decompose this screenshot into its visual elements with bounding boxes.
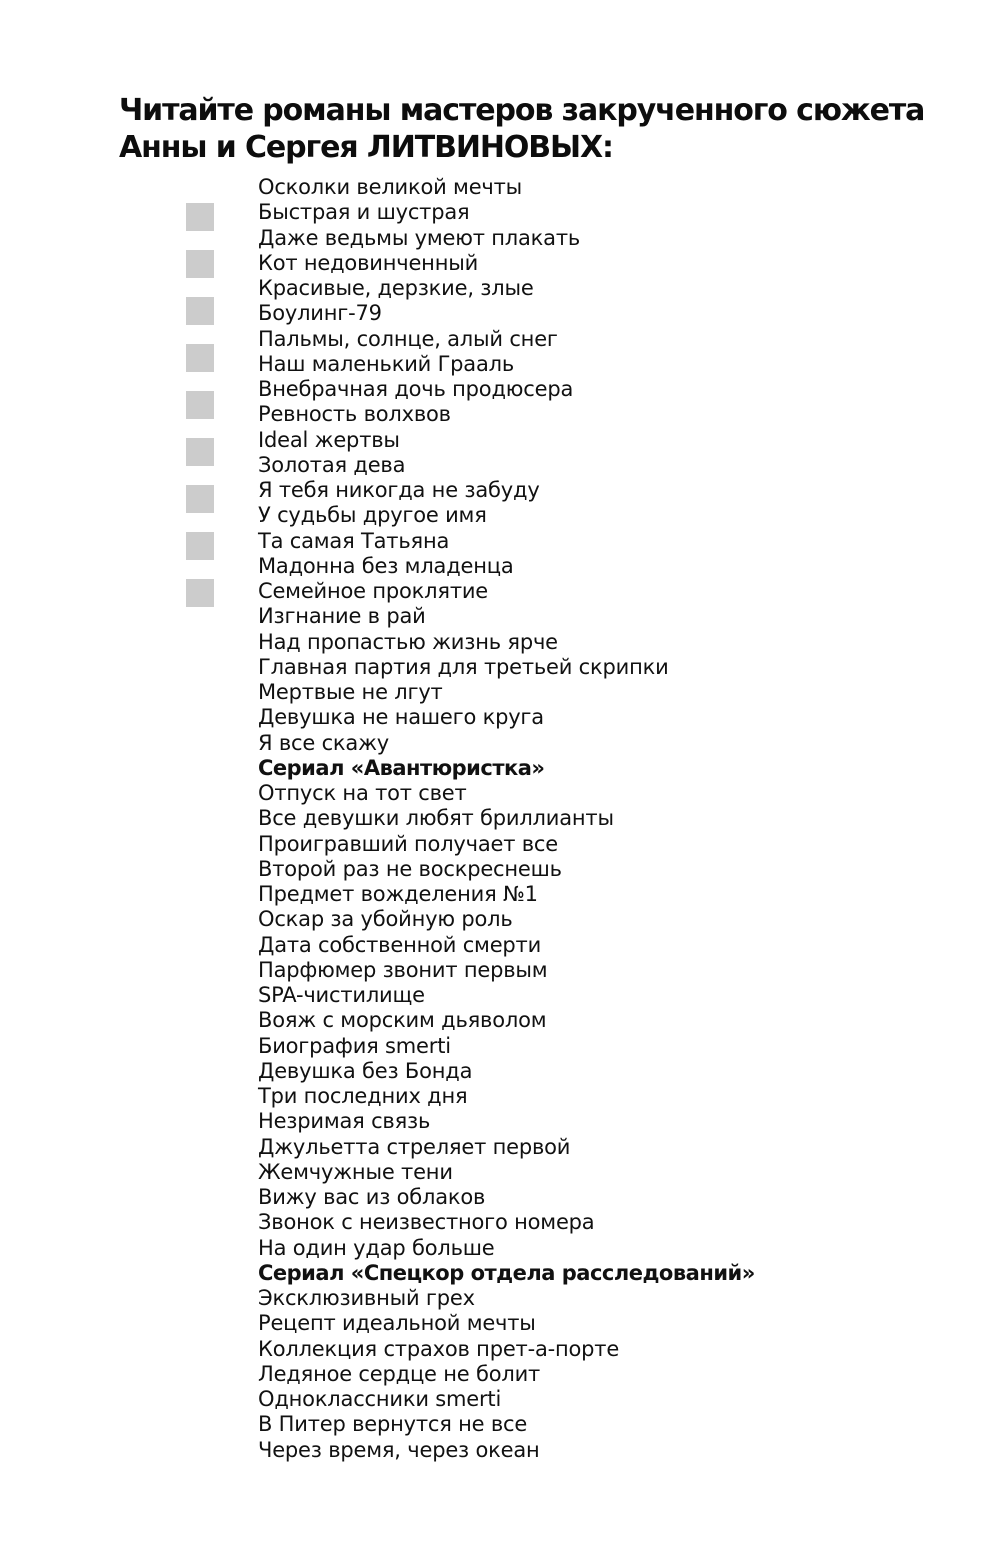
heading-line-1: Читайте романы мастеров закрученного сюжета — [119, 93, 925, 128]
book-title: Даже ведьмы умеют плакать — [258, 225, 581, 250]
book-title: Предмет вожделения №1 — [258, 882, 538, 906]
book-title: Девушка без Бонда — [258, 1058, 473, 1083]
book-title: Красивые, дерзкие, злые — [258, 276, 534, 300]
book-title: Жемчужные тени — [258, 1159, 453, 1184]
book-title: Рецепт идеальной мечты — [258, 1311, 536, 1336]
book-title: Незримая связь — [258, 1109, 431, 1134]
book-title: Парфюмер звонит первым — [258, 957, 548, 982]
book-title: Девушка не нашего круга — [258, 705, 544, 730]
book-title: Джульетта стреляет первой — [258, 1134, 571, 1159]
square-marker — [186, 344, 214, 372]
book-title: Та самая Татьяна — [258, 528, 450, 553]
book-title: Ideal жертвы — [258, 427, 400, 452]
book-title: Боулинг-79 — [258, 301, 382, 326]
book-title: Внебрачная дочь продюсера — [258, 377, 574, 401]
book-title: На один удар больше — [258, 1235, 495, 1260]
book-title: Ревность волхвов — [258, 402, 451, 427]
book-title: Я тебя никогда не забуду — [258, 478, 540, 502]
book-title: SPA-чистилище — [258, 983, 425, 1007]
book-title: Кот недовинченный — [258, 250, 479, 275]
book-title: Второй раз не воскреснешь — [258, 856, 562, 881]
book-title: Дата собственной смерти — [258, 932, 542, 957]
book-title: Биография smerti — [258, 1033, 451, 1058]
book-title: Изгнание в рай — [258, 604, 426, 629]
book-title-list — [258, 175, 755, 1463]
square-marker — [186, 485, 214, 513]
book-title: Над пропастью жизнь ярче — [258, 629, 558, 654]
book-title: Быстрая и шустрая — [258, 200, 470, 225]
book-title: Семейное проклятие — [258, 579, 489, 603]
book-title: Золотая дева — [258, 452, 406, 477]
book-title: Проигравший получает все — [258, 831, 558, 856]
square-marker — [186, 579, 214, 607]
series-heading: Сериал «Авантюристка» — [258, 755, 545, 780]
book-title: Главная партия для третьей скрипки — [258, 654, 669, 679]
square-marker — [186, 250, 214, 278]
square-marker — [186, 391, 214, 419]
book-title: Три последних дня — [258, 1084, 468, 1108]
book-title: Наш маленький Грааль — [258, 351, 515, 376]
book-title: Ледяное сердце не болит — [258, 1361, 541, 1386]
book-title: Осколки великой мечты — [258, 175, 523, 199]
series-heading: Сериал «Спецкор отдела расследований» — [258, 1260, 755, 1285]
book-title: Мертвые не лгут — [258, 680, 443, 704]
book-title: Через время, через океан — [258, 1437, 540, 1462]
square-marker — [186, 203, 214, 231]
decorative-square-markers — [186, 0, 216, 1562]
book-title: Оскар за убойную роль — [258, 907, 513, 932]
book-title: Вояж с морским дьяволом — [258, 1008, 547, 1033]
book-title: Отпуск на тот свет — [258, 781, 467, 805]
square-marker — [186, 532, 214, 560]
book-title: В Питер вернутся не все — [258, 1412, 528, 1437]
book-title: Коллекция страхов прет-а-порте — [258, 1336, 620, 1361]
book-title: Мадонна без младенца — [258, 553, 514, 578]
book-title: Пальмы, солнце, алый снег — [258, 326, 558, 351]
book-title: Все девушки любят бриллианты — [258, 806, 614, 831]
square-marker — [186, 438, 214, 466]
book-title: Одноклассники smerti — [258, 1387, 502, 1411]
book-title: Эксклюзивный грех — [258, 1286, 475, 1310]
heading-line-2: Анны и Сергея ЛИТВИНОВЫХ: — [119, 130, 613, 165]
book-title: Звонок с неизвестного номера — [258, 1210, 595, 1235]
book-title: Я все скажу — [258, 730, 390, 755]
square-marker — [186, 297, 214, 325]
book-title: У судьбы другое имя — [258, 503, 487, 528]
page-heading — [119, 92, 924, 166]
book-title: Вижу вас из облаков — [258, 1185, 486, 1209]
